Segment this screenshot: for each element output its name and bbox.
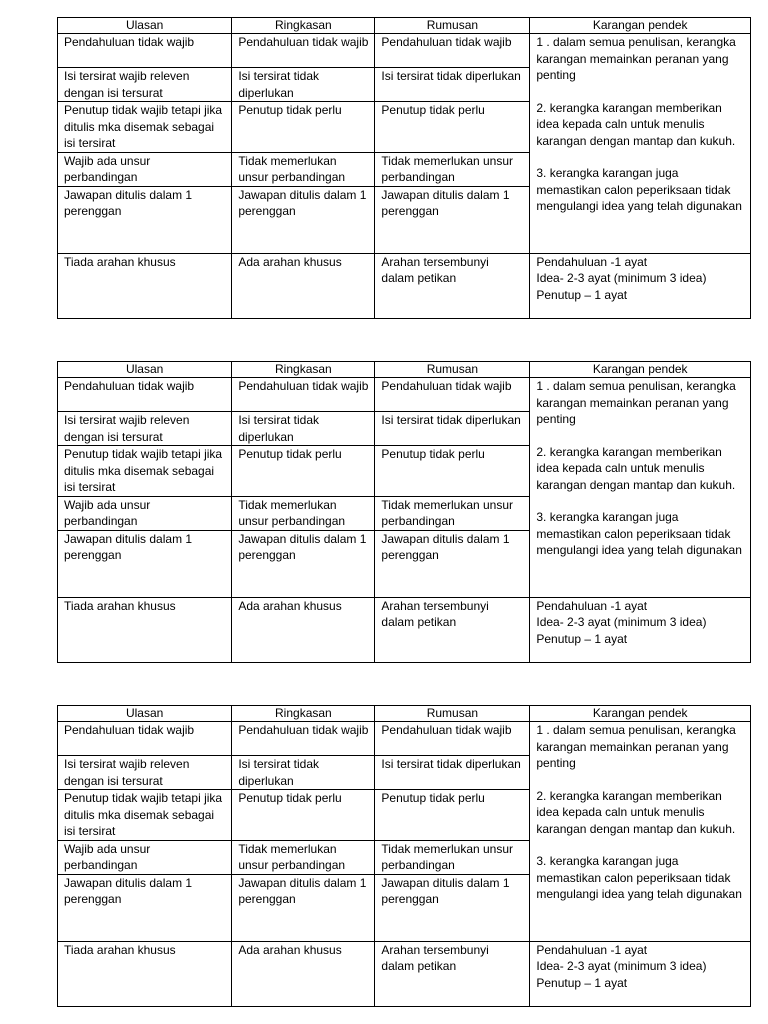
rumusan-cell: Penutup tidak perlu: [375, 102, 530, 153]
ringkasan-cell: Pendahuluan tidak wajib: [232, 722, 375, 756]
ulasan-cell: Tiada arahan khusus: [58, 253, 232, 318]
karangan-structure-cell: [530, 941, 751, 1006]
ulasan-cell: Jawapan ditulis dalam 1 perenggan: [58, 530, 232, 597]
rumusan-cell: Penutup tidak perlu: [375, 446, 530, 497]
ringkasan-cell: Tidak memerlukan unsur perbandingan: [232, 152, 375, 186]
structure-line: Pendahuluan -1 ayat: [536, 942, 648, 957]
rumusan-cell: Arahan tersembunyi dalam petikan: [375, 941, 530, 1006]
table-row: [58, 253, 751, 318]
ulasan-cell: Isi tersirat wajib releven dengan isi tersurat: [58, 756, 232, 790]
ringkasan-cell: Jawapan ditulis dalam 1 perenggan: [232, 186, 375, 253]
header-row: [58, 18, 751, 34]
ulasan-cell: Pendahuluan tidak wajib: [58, 34, 232, 68]
comparison-table-2: [57, 361, 751, 663]
header-row: [58, 362, 751, 378]
karangan-note: 3. kerangka karangan juga memastikan calon peperiksaan tidak mengulangi idea yang telah digunakan: [536, 166, 742, 213]
header-ringkasan: Ringkasan: [232, 362, 375, 378]
rumusan-cell: Tidak memerlukan unsur perbandingan: [375, 496, 530, 530]
rumusan-cell: Pendahuluan tidak wajib: [375, 722, 530, 756]
karangan-note: 3. kerangka karangan juga memastikan calon peperiksaan tidak mengulangi idea yang telah digunakan: [536, 854, 742, 901]
header-rumusan: Rumusan: [375, 18, 530, 34]
header-ulasan: Ulasan: [58, 706, 232, 722]
structure-line: Idea- 2-3 ayat (minimum 3 idea): [536, 959, 707, 973]
rumusan-cell: Arahan tersembunyi dalam petikan: [375, 253, 530, 318]
rumusan-cell: Jawapan ditulis dalam 1 perenggan: [375, 530, 530, 597]
comparison-table-1: [57, 17, 751, 319]
karangan-note: 1 . dalam semua penulisan, kerangka karangan memainkan peranan yang penting: [536, 379, 736, 426]
structure-line: Penutup – 1 ayat: [536, 975, 628, 990]
header-ringkasan: Ringkasan: [232, 18, 375, 34]
comparison-table-3: [57, 705, 751, 1007]
structure-line: Idea- 2-3 ayat (minimum 3 idea): [536, 615, 707, 629]
table-row: [58, 941, 751, 1006]
ulasan-cell: Penutup tidak wajib tetapi jika ditulis mka disemak sebagai isi tersirat: [58, 102, 232, 153]
karangan-note: 1 . dalam semua penulisan, kerangka karangan memainkan peranan yang penting: [536, 723, 736, 770]
rumusan-cell: Tidak memerlukan unsur perbandingan: [375, 152, 530, 186]
ringkasan-cell: Isi tersirat tidak diperlukan: [232, 412, 375, 446]
header-karangan-pendek: Karangan pendek: [530, 362, 751, 378]
karangan-structure-cell: [530, 597, 751, 662]
ulasan-cell: Isi tersirat wajib releven dengan isi tersurat: [58, 412, 232, 446]
ulasan-cell: Tiada arahan khusus: [58, 597, 232, 662]
ringkasan-cell: Jawapan ditulis dalam 1 perenggan: [232, 530, 375, 597]
ringkasan-cell: Penutup tidak perlu: [232, 102, 375, 153]
karangan-notes-cell: [530, 722, 751, 942]
ulasan-cell: Wajib ada unsur perbandingan: [58, 840, 232, 874]
ulasan-cell: Pendahuluan tidak wajib: [58, 378, 232, 412]
rumusan-cell: Jawapan ditulis dalam 1 perenggan: [375, 186, 530, 253]
structure-line: Idea- 2-3 ayat (minimum 3 idea): [536, 271, 707, 285]
header-ulasan: Ulasan: [58, 18, 232, 34]
rumusan-cell: Arahan tersembunyi dalam petikan: [375, 597, 530, 662]
ringkasan-cell: Ada arahan khusus: [232, 253, 375, 318]
ulasan-cell: Pendahuluan tidak wajib: [58, 722, 232, 756]
karangan-note: 1 . dalam semua penulisan, kerangka karangan memainkan peranan yang penting: [536, 35, 736, 82]
ulasan-cell: Penutup tidak wajib tetapi jika ditulis mka disemak sebagai isi tersirat: [58, 446, 232, 497]
rumusan-cell: Pendahuluan tidak wajib: [375, 34, 530, 68]
ulasan-cell: Penutup tidak wajib tetapi jika ditulis mka disemak sebagai isi tersirat: [58, 790, 232, 841]
ringkasan-cell: Penutup tidak perlu: [232, 790, 375, 841]
table-row: [58, 34, 751, 68]
header-karangan-pendek: Karangan pendek: [530, 18, 751, 34]
structure-line: Penutup – 1 ayat: [536, 631, 628, 646]
header-ringkasan: Ringkasan: [232, 706, 375, 722]
header-row: [58, 706, 751, 722]
karangan-notes-cell: [530, 378, 751, 598]
table-row: [58, 722, 751, 756]
ringkasan-cell: Isi tersirat tidak diperlukan: [232, 68, 375, 102]
karangan-note: 2. kerangka karangan memberikan idea kepada caln untuk menulis karangan dengan mantap dan kukuh.: [536, 788, 736, 836]
ulasan-cell: Jawapan ditulis dalam 1 perenggan: [58, 186, 232, 253]
ringkasan-cell: Pendahuluan tidak wajib: [232, 378, 375, 412]
header-rumusan: Rumusan: [375, 706, 530, 722]
karangan-note: 2. kerangka karangan memberikan idea kepada caln untuk menulis karangan dengan mantap dan kukuh.: [536, 100, 736, 148]
structure-line: Pendahuluan -1 ayat: [536, 254, 648, 269]
structure-line: Pendahuluan -1 ayat: [536, 598, 648, 613]
ulasan-cell: Isi tersirat wajib releven dengan isi tersurat: [58, 68, 232, 102]
rumusan-cell: Isi tersirat tidak diperlukan: [375, 412, 530, 446]
karangan-notes-cell: [530, 34, 751, 254]
ringkasan-cell: Isi tersirat tidak diperlukan: [232, 756, 375, 790]
rumusan-cell: Isi tersirat tidak diperlukan: [375, 756, 530, 790]
ringkasan-cell: Ada arahan khusus: [232, 941, 375, 1006]
rumusan-cell: Tidak memerlukan unsur perbandingan: [375, 840, 530, 874]
header-karangan-pendek: Karangan pendek: [530, 706, 751, 722]
karangan-note: 2. kerangka karangan memberikan idea kepada caln untuk menulis karangan dengan mantap dan kukuh.: [536, 444, 736, 492]
karangan-structure-cell: [530, 253, 751, 318]
header-ulasan: Ulasan: [58, 362, 232, 378]
rumusan-cell: Penutup tidak perlu: [375, 790, 530, 841]
rumusan-cell: Isi tersirat tidak diperlukan: [375, 68, 530, 102]
ringkasan-cell: Tidak memerlukan unsur perbandingan: [232, 496, 375, 530]
ulasan-cell: Wajib ada unsur perbandingan: [58, 496, 232, 530]
ringkasan-cell: Tidak memerlukan unsur perbandingan: [232, 840, 375, 874]
ringkasan-cell: Pendahuluan tidak wajib: [232, 34, 375, 68]
ulasan-cell: Wajib ada unsur perbandingan: [58, 152, 232, 186]
rumusan-cell: Jawapan ditulis dalam 1 perenggan: [375, 874, 530, 941]
rumusan-cell: Pendahuluan tidak wajib: [375, 378, 530, 412]
table-row: [58, 378, 751, 412]
ringkasan-cell: Ada arahan khusus: [232, 597, 375, 662]
table-row: [58, 597, 751, 662]
structure-line: Penutup – 1 ayat: [536, 287, 628, 302]
ringkasan-cell: Jawapan ditulis dalam 1 perenggan: [232, 874, 375, 941]
header-rumusan: Rumusan: [375, 362, 530, 378]
karangan-note: 3. kerangka karangan juga memastikan calon peperiksaan tidak mengulangi idea yang telah digunakan: [536, 510, 742, 557]
ulasan-cell: Tiada arahan khusus: [58, 941, 232, 1006]
ulasan-cell: Jawapan ditulis dalam 1 perenggan: [58, 874, 232, 941]
ringkasan-cell: Penutup tidak perlu: [232, 446, 375, 497]
